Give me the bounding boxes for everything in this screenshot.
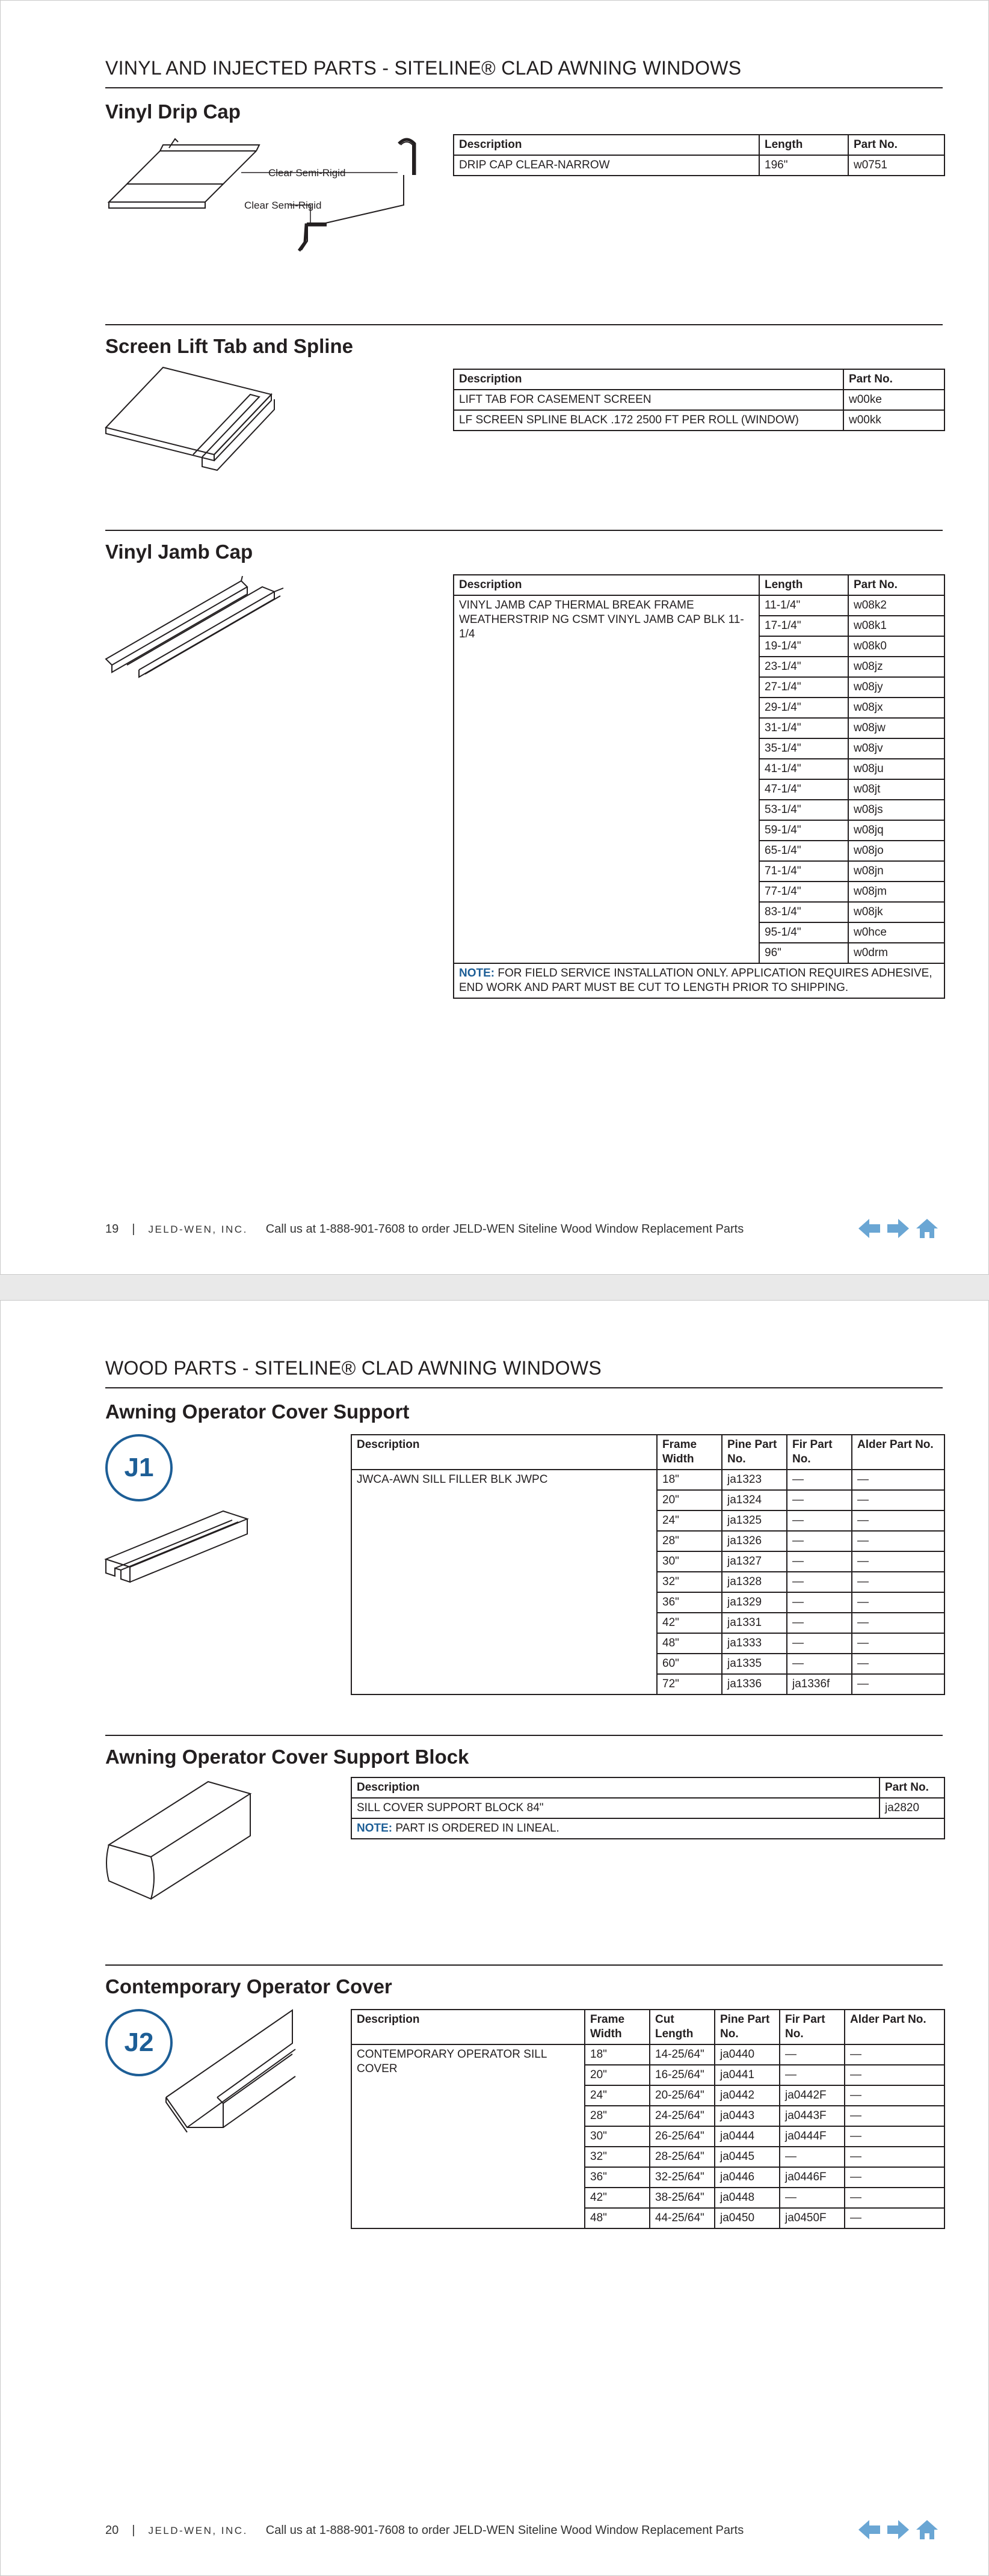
cell-pine-part-no: ja0445 xyxy=(715,2147,780,2167)
section-title-jamb-cap: Vinyl Jamb Cap xyxy=(105,541,253,563)
cell-frame-width: 18" xyxy=(585,2044,650,2065)
cell-length: 196" xyxy=(759,155,848,176)
cell-part-no: w08jo xyxy=(848,841,944,861)
cell-fir-part-no: — xyxy=(780,2188,845,2208)
footer-separator: | xyxy=(132,1222,135,1236)
cell-part-no: w08jz xyxy=(848,657,944,677)
page-footer xyxy=(105,2524,744,2538)
cell-description: JWCA-AWN SILL FILLER BLK JWPC xyxy=(351,1470,657,1694)
cell-fir-part-no: ja0442F xyxy=(780,2085,845,2106)
previous-page-icon[interactable] xyxy=(857,1218,881,1239)
cell-length: 17-1/4" xyxy=(759,616,848,636)
cell-fir-part-no: — xyxy=(787,1490,852,1510)
note-cell xyxy=(351,1818,944,1839)
cell-length: 19-1/4" xyxy=(759,636,848,657)
cell-pine-part-no: ja0440 xyxy=(715,2044,780,2065)
cell-part-no: w08k2 xyxy=(848,595,944,616)
cell-fir-part-no: — xyxy=(780,2147,845,2167)
col-description: Description xyxy=(454,135,759,155)
cell-alder-part-no: — xyxy=(852,1572,944,1592)
cell-description: VINYL JAMB CAP THERMAL BREAK FRAME WEATHERSTRIP NG CSMT VINYL JAMB CAP BLK 11-1/4 xyxy=(454,595,759,963)
cell-length: 83-1/4" xyxy=(759,902,848,922)
cell-part-no: w0hce xyxy=(848,922,944,943)
cell-alder-part-no: — xyxy=(852,1654,944,1674)
col-alder-part-no: Alder Part No. xyxy=(845,2010,944,2044)
cell-part-no: w08k1 xyxy=(848,616,944,636)
cell-cut-length: 24-25/64" xyxy=(650,2106,715,2126)
cell-part-no: w08jm xyxy=(848,882,944,902)
col-length: Length xyxy=(759,575,848,595)
section-title-contemporary-cover: Contemporary Operator Cover xyxy=(105,1975,392,1998)
cell-length: 65-1/4" xyxy=(759,841,848,861)
cell-length: 35-1/4" xyxy=(759,738,848,759)
cell-length: 41-1/4" xyxy=(759,759,848,779)
table-row xyxy=(351,1798,944,1818)
cell-frame-width: 28" xyxy=(585,2106,650,2126)
cell-description: CONTEMPORARY OPERATOR SILL COVER xyxy=(351,2044,585,2228)
section-rule xyxy=(105,324,943,325)
cell-pine-part-no: ja0450 xyxy=(715,2208,780,2228)
cell-pine-part-no: ja1336 xyxy=(722,1674,787,1694)
col-description: Description xyxy=(454,369,843,390)
section-title-support-block: Awning Operator Cover Support Block xyxy=(105,1746,469,1768)
section-rule xyxy=(105,1964,943,1966)
section-rule xyxy=(105,530,943,531)
cell-alder-part-no: — xyxy=(852,1613,944,1633)
cell-pine-part-no: ja0441 xyxy=(715,2065,780,2085)
col-description: Description xyxy=(454,575,759,595)
cell-pine-part-no: ja1325 xyxy=(722,1510,787,1531)
cell-cut-length: 38-25/64" xyxy=(650,2188,715,2208)
cell-part-no: w08jn xyxy=(848,861,944,882)
cell-pine-part-no: ja0446 xyxy=(715,2167,780,2188)
cell-fir-part-no: — xyxy=(787,1654,852,1674)
cell-part-no: w08jx xyxy=(848,698,944,718)
col-fir-part-no: Fir Part No. xyxy=(787,1435,852,1470)
col-part-no: Part No. xyxy=(848,135,944,155)
cell-pine-part-no: ja1323 xyxy=(722,1470,787,1490)
catalog-page-19 xyxy=(0,0,989,1275)
cell-frame-width: 28" xyxy=(657,1531,722,1551)
cell-frame-width: 30" xyxy=(657,1551,722,1572)
cell-part-no: w08k0 xyxy=(848,636,944,657)
company-name: JELD-WEN, INC. xyxy=(148,1224,248,1235)
next-page-icon[interactable] xyxy=(886,1218,910,1239)
cell-alder-part-no: — xyxy=(845,2208,944,2228)
drip-cap-illustration xyxy=(103,127,422,265)
col-part-no: Part No. xyxy=(843,369,944,390)
section-rule xyxy=(105,1735,943,1736)
cell-cut-length: 20-25/64" xyxy=(650,2085,715,2106)
cell-pine-part-no: ja0444 xyxy=(715,2126,780,2147)
section-title-drip-cap: Vinyl Drip Cap xyxy=(105,100,241,123)
page-navigation xyxy=(857,1218,939,1239)
cell-alder-part-no: — xyxy=(845,2106,944,2126)
section-title-cover-support: Awning Operator Cover Support xyxy=(105,1400,410,1423)
cell-part-no: w0751 xyxy=(848,155,944,176)
cell-frame-width: 48" xyxy=(585,2208,650,2228)
cell-alder-part-no: — xyxy=(845,2044,944,2065)
note-label: NOTE: xyxy=(357,1822,393,1835)
title-rule xyxy=(105,87,943,88)
cell-frame-width: 32" xyxy=(585,2147,650,2167)
cell-length: 23-1/4" xyxy=(759,657,848,677)
col-alder-part-no: Alder Part No. xyxy=(852,1435,944,1470)
cell-fir-part-no: — xyxy=(787,1470,852,1490)
cell-fir-part-no: — xyxy=(787,1551,852,1572)
cell-alder-part-no: — xyxy=(852,1510,944,1531)
cell-cut-length: 28-25/64" xyxy=(650,2147,715,2167)
cell-fir-part-no: — xyxy=(787,1531,852,1551)
note-label: NOTE: xyxy=(459,967,495,980)
cover-support-illustration xyxy=(103,1508,259,1586)
cell-part-no: w08jk xyxy=(848,902,944,922)
order-callout: Call us at 1-888-901-7608 to order JELD-WEN Siteline Wood Window Replacement Parts xyxy=(265,2524,744,2537)
page-navigation xyxy=(857,2519,939,2541)
cell-fir-part-no: ja0444F xyxy=(780,2126,845,2147)
cell-frame-width: 30" xyxy=(585,2126,650,2147)
note-row xyxy=(454,963,944,998)
cell-length: 11-1/4" xyxy=(759,595,848,616)
cell-description: LF SCREEN SPLINE BLACK .172 2500 FT PER ROLL (WINDOW) xyxy=(454,410,843,431)
cell-frame-width: 36" xyxy=(657,1592,722,1613)
footer-separator: | xyxy=(132,2524,135,2537)
cell-pine-part-no: ja0443 xyxy=(715,2106,780,2126)
cell-fir-part-no: — xyxy=(787,1572,852,1592)
cell-frame-width: 24" xyxy=(657,1510,722,1531)
cell-part-no: w08js xyxy=(848,800,944,820)
col-frame-width: Frame Width xyxy=(585,2010,650,2044)
cell-cut-length: 26-25/64" xyxy=(650,2126,715,2147)
cell-cut-length: 14-25/64" xyxy=(650,2044,715,2065)
cell-pine-part-no: ja1329 xyxy=(722,1592,787,1613)
cell-length: 47-1/4" xyxy=(759,779,848,800)
cell-alder-part-no: — xyxy=(852,1470,944,1490)
cell-length: 59-1/4" xyxy=(759,820,848,841)
cell-fir-part-no: ja0443F xyxy=(780,2106,845,2126)
cell-frame-width: 20" xyxy=(657,1490,722,1510)
part-badge-j1: J1 xyxy=(105,1434,173,1501)
catalog-page-20 xyxy=(0,1300,989,2576)
cell-part-no: w08jv xyxy=(848,738,944,759)
company-name: JELD-WEN, INC. xyxy=(148,2525,248,2536)
cell-length: 29-1/4" xyxy=(759,698,848,718)
cell-alder-part-no: — xyxy=(845,2167,944,2188)
note-cell xyxy=(454,963,944,998)
cell-pine-part-no: ja1324 xyxy=(722,1490,787,1510)
col-description: Description xyxy=(351,2010,585,2044)
cell-length: 27-1/4" xyxy=(759,677,848,698)
col-cut-length: Cut Length xyxy=(650,2010,715,2044)
cell-cut-length: 44-25/64" xyxy=(650,2208,715,2228)
cell-frame-width: 24" xyxy=(585,2085,650,2106)
cell-fir-part-no: ja0450F xyxy=(780,2208,845,2228)
cell-alder-part-no: — xyxy=(852,1490,944,1510)
note-text: PART IS ORDERED IN LINEAL. xyxy=(392,1822,559,1835)
cell-alder-part-no: — xyxy=(852,1531,944,1551)
jamb-cap-table xyxy=(453,574,945,999)
cell-fir-part-no: — xyxy=(780,2044,845,2065)
cell-part-no: w08jq xyxy=(848,820,944,841)
cell-fir-part-no: — xyxy=(780,2065,845,2085)
support-block-table xyxy=(351,1777,945,1839)
previous-page-icon[interactable] xyxy=(857,2519,881,2541)
cell-fir-part-no: — xyxy=(787,1633,852,1654)
cell-pine-part-no: ja1328 xyxy=(722,1572,787,1592)
cell-pine-part-no: ja1333 xyxy=(722,1633,787,1654)
cell-alder-part-no: — xyxy=(845,2126,944,2147)
note-row xyxy=(351,1818,944,1839)
col-frame-width: Frame Width xyxy=(657,1435,722,1470)
cell-length: 71-1/4" xyxy=(759,861,848,882)
table-row xyxy=(351,2044,944,2065)
lift-tab-table xyxy=(453,369,945,431)
page-title: VINYL AND INJECTED PARTS - SITELINE® CLAD AWNING WINDOWS xyxy=(105,57,742,79)
part-badge-j2: J2 xyxy=(105,2009,173,2076)
cell-frame-width: 60" xyxy=(657,1654,722,1674)
next-page-icon[interactable] xyxy=(886,2519,910,2541)
contemporary-cover-table xyxy=(351,2009,945,2229)
order-callout: Call us at 1-888-901-7608 to order JELD-WEN Siteline Wood Window Replacement Parts xyxy=(265,1222,744,1236)
cell-fir-part-no: ja0446F xyxy=(780,2167,845,2188)
title-rule xyxy=(105,1387,943,1388)
cell-description: SILL COVER SUPPORT BLOCK 84" xyxy=(351,1798,880,1818)
cell-pine-part-no: ja1335 xyxy=(722,1654,787,1674)
section-title-lift-tab: Screen Lift Tab and Spline xyxy=(105,335,353,357)
cell-frame-width: 36" xyxy=(585,2167,650,2188)
cell-frame-width: 42" xyxy=(657,1613,722,1633)
cell-frame-width: 32" xyxy=(657,1572,722,1592)
support-block-illustration xyxy=(103,1779,265,1905)
cell-frame-width: 72" xyxy=(657,1674,722,1694)
cell-part-no: w00ke xyxy=(843,390,944,410)
cell-part-no: ja2820 xyxy=(880,1798,944,1818)
cell-alder-part-no: — xyxy=(845,2085,944,2106)
table-row xyxy=(454,410,944,431)
table-row xyxy=(454,595,944,616)
callout-label-1: Clear Semi-Rigid xyxy=(268,167,346,179)
cell-pine-part-no: ja1326 xyxy=(722,1531,787,1551)
cell-frame-width: 18" xyxy=(657,1470,722,1490)
cell-alder-part-no: — xyxy=(845,2065,944,2085)
col-fir-part-no: Fir Part No. xyxy=(780,2010,845,2044)
col-part-no: Part No. xyxy=(848,575,944,595)
col-description: Description xyxy=(351,1435,657,1470)
cell-length: 77-1/4" xyxy=(759,882,848,902)
cell-alder-part-no: — xyxy=(845,2188,944,2208)
cell-fir-part-no: — xyxy=(787,1613,852,1633)
cell-fir-part-no: — xyxy=(787,1510,852,1531)
page-number: 20 xyxy=(105,2524,119,2537)
cell-alder-part-no: — xyxy=(845,2147,944,2167)
table-row xyxy=(454,155,944,176)
cell-description: DRIP CAP CLEAR-NARROW xyxy=(454,155,759,176)
cell-pine-part-no: ja0448 xyxy=(715,2188,780,2208)
drip-cap-table xyxy=(453,134,945,176)
cell-part-no: w08jy xyxy=(848,677,944,698)
cell-part-no: w0drm xyxy=(848,943,944,963)
cell-fir-part-no: — xyxy=(787,1592,852,1613)
cell-alder-part-no: — xyxy=(852,1592,944,1613)
page-footer xyxy=(105,1222,744,1236)
cell-length: 31-1/4" xyxy=(759,718,848,738)
home-icon[interactable] xyxy=(915,1218,939,1239)
cell-alder-part-no: — xyxy=(852,1674,944,1694)
cell-length: 95-1/4" xyxy=(759,922,848,943)
home-icon[interactable] xyxy=(915,2519,939,2541)
cell-pine-part-no: ja1327 xyxy=(722,1551,787,1572)
cell-part-no: w08jw xyxy=(848,718,944,738)
cell-part-no: w08jt xyxy=(848,779,944,800)
cell-frame-width: 20" xyxy=(585,2065,650,2085)
col-length: Length xyxy=(759,135,848,155)
cell-frame-width: 48" xyxy=(657,1633,722,1654)
cover-support-table xyxy=(351,1434,945,1695)
col-part-no: Part No. xyxy=(880,1777,944,1798)
col-pine-part-no: Pine Part No. xyxy=(722,1435,787,1470)
page-title: WOOD PARTS - SITELINE® CLAD AWNING WINDOWS xyxy=(105,1357,602,1379)
cell-description: LIFT TAB FOR CASEMENT SCREEN xyxy=(454,390,843,410)
cell-alder-part-no: — xyxy=(852,1551,944,1572)
cell-cut-length: 32-25/64" xyxy=(650,2167,715,2188)
page-number: 19 xyxy=(105,1222,119,1236)
contemporary-cover-illustration xyxy=(163,2007,301,2151)
col-description: Description xyxy=(351,1777,880,1798)
cell-length: 53-1/4" xyxy=(759,800,848,820)
cell-part-no: w00kk xyxy=(843,410,944,431)
callout-label-2: Clear Semi-Rigid xyxy=(244,200,322,211)
lift-tab-illustration xyxy=(103,364,283,479)
jamb-cap-illustration xyxy=(103,575,301,683)
col-pine-part-no: Pine Part No. xyxy=(715,2010,780,2044)
cell-length: 96" xyxy=(759,943,848,963)
cell-frame-width: 42" xyxy=(585,2188,650,2208)
cell-pine-part-no: ja0442 xyxy=(715,2085,780,2106)
cell-alder-part-no: — xyxy=(852,1633,944,1654)
note-text: FOR FIELD SERVICE INSTALLATION ONLY. APPLICATION REQUIRES ADHESIVE, END WORK AND PART MUST BE CUT TO LENGTH PRIOR TO SHIPPING. xyxy=(459,967,932,994)
cell-pine-part-no: ja1331 xyxy=(722,1613,787,1633)
cell-fir-part-no: ja1336f xyxy=(787,1674,852,1694)
table-row xyxy=(454,390,944,410)
cell-part-no: w08ju xyxy=(848,759,944,779)
table-row xyxy=(351,1470,944,1490)
cell-cut-length: 16-25/64" xyxy=(650,2065,715,2085)
